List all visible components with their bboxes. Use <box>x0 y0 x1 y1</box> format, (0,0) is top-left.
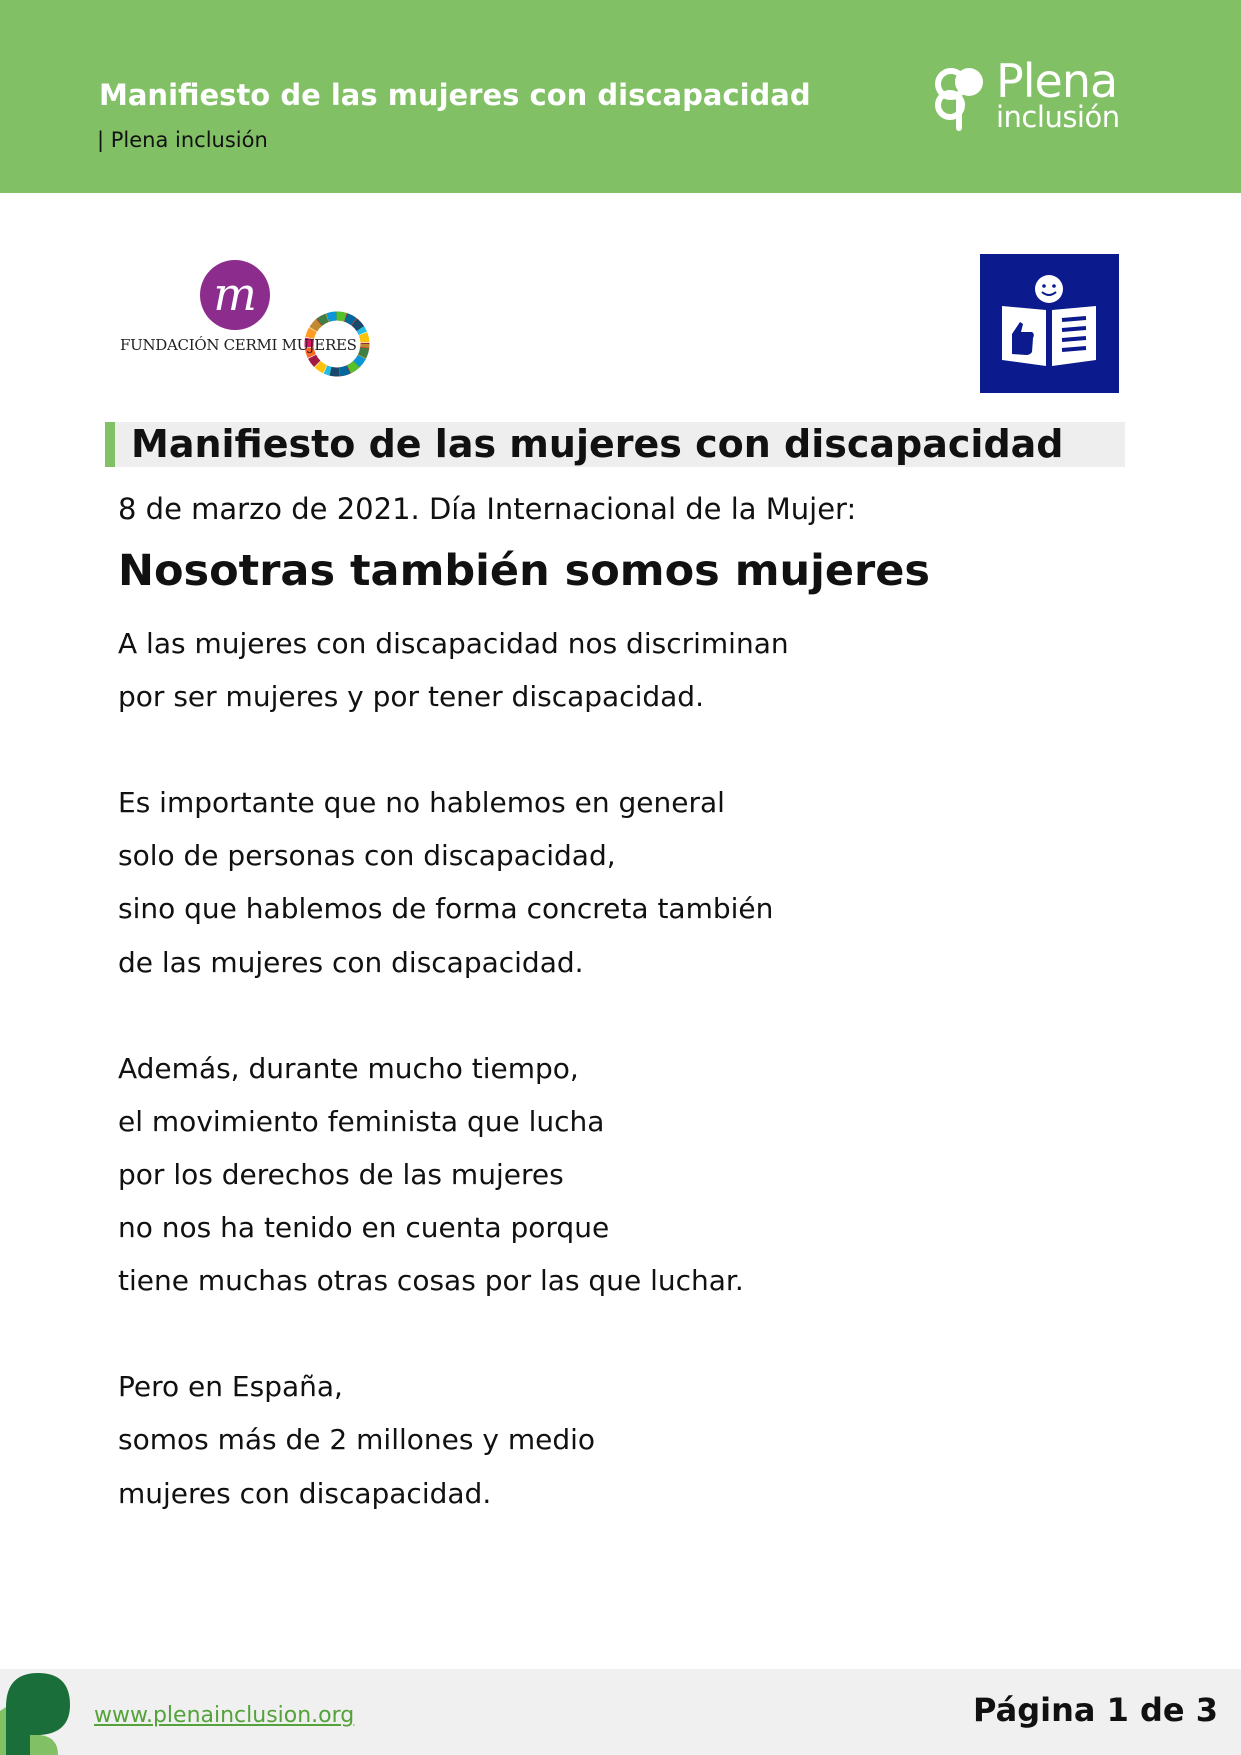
date-line: 8 de marzo de 2021. Día Internacional de la Mujer: <box>118 492 857 526</box>
footer-leaf-icon <box>0 1671 80 1755</box>
text-line: Pero en España, <box>118 1370 343 1404</box>
text-line: por los derechos de las mujeres <box>118 1157 564 1191</box>
text-line: por ser mujeres y por tener discapacidad. <box>118 680 704 714</box>
text-line: el movimiento feminista que lucha <box>118 1104 605 1138</box>
cermi-m-icon <box>118 258 378 378</box>
brand-name-line1: Plena <box>996 54 1118 108</box>
text-line: de las mujeres con discapacidad. <box>118 945 584 979</box>
text-line: A las mujeres con discapacidad nos discriminan <box>118 627 789 660</box>
page-number: Página 1 de 3 <box>973 1691 1218 1729</box>
header-title: Manifiesto de las mujeres con discapacidad <box>99 78 811 112</box>
lectura-facil-icon <box>980 254 1119 397</box>
header-subtitle: | Plena inclusión <box>97 128 268 152</box>
clover-icon <box>932 64 992 132</box>
text-line: tiene muchas otras cosas por las que luchar. <box>118 1264 744 1298</box>
cermi-logo-text: FUNDACIÓN CERMI MUJERES <box>120 336 357 354</box>
text-line: Es importante que no hablemos en general <box>118 786 725 820</box>
text-line: no nos ha tenido en cuenta porque <box>118 1211 610 1245</box>
plena-inclusion-logo <box>932 54 1122 138</box>
page-header <box>0 0 1241 193</box>
text-line <box>118 723 789 776</box>
text-line: sino que hablemos de forma concreta también <box>118 892 774 926</box>
section-heading: Manifiesto de las mujeres con discapacidad <box>131 422 1064 466</box>
brand-name-line2: inclusión <box>996 100 1120 134</box>
body-text <box>118 617 789 1520</box>
subheading: Nosotras también somos mujeres <box>118 546 930 596</box>
svg-text:m: m <box>213 267 257 321</box>
text-line: somos más de 2 millones y medio <box>118 1423 596 1457</box>
text-line: Además, durante mucho tiempo, <box>118 1051 579 1085</box>
text-line: mujeres con discapacidad. <box>118 1476 492 1510</box>
text-line <box>118 1307 789 1360</box>
fundacion-cermi-mujeres-logo <box>118 258 378 378</box>
text-line: solo de personas con discapacidad, <box>118 839 616 873</box>
website-link[interactable]: www.plenainclusion.org <box>94 1703 355 1728</box>
text-line <box>118 989 789 1042</box>
